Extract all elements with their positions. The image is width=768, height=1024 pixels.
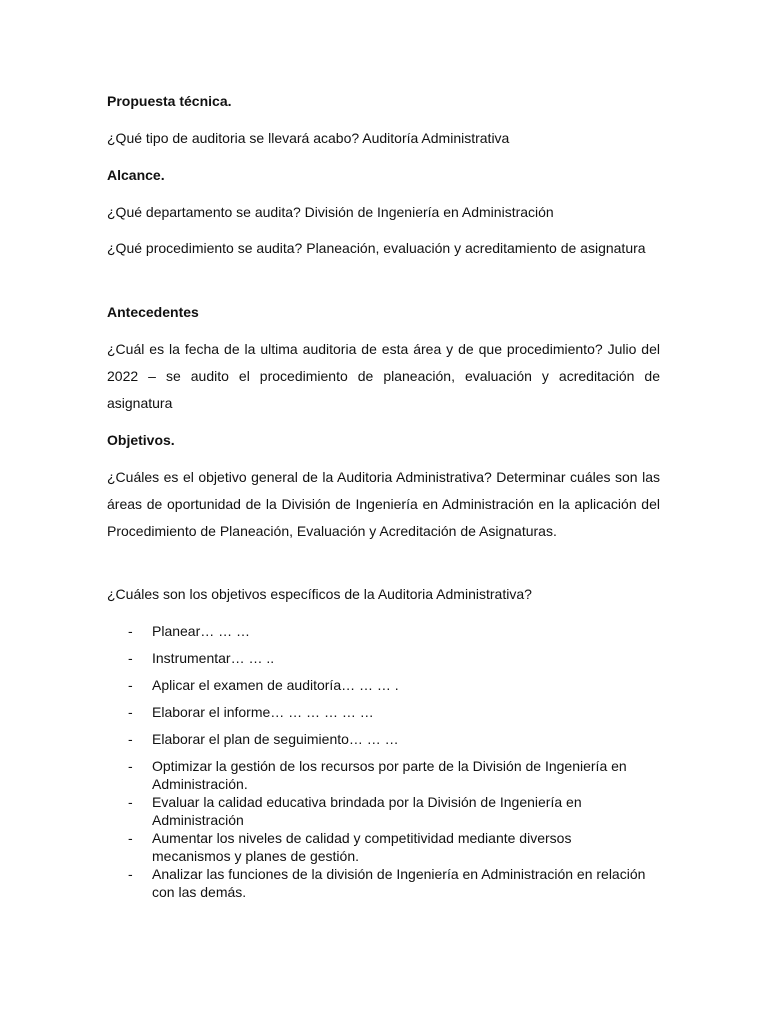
paragraph-objetivo-general: ¿Cuáles es el objetivo general de la Auditoria Administrativa? Determinar cuáles son las áreas de oportunidad de la División de Ingeniería en Administración en la aplicación del Procedimiento de Planeación, Evaluación y Acreditación de Asignaturas.: [107, 469, 660, 539]
list-item-text: Aplicar el examen de auditoría… … … .: [152, 677, 399, 693]
list-item-text: Planear… … …: [152, 623, 251, 639]
bullet-dash: -: [128, 650, 133, 666]
list-item: [107, 622, 660, 640]
heading-objetivos: Objetivos.: [107, 432, 175, 448]
list-item-text: Instrumentar… … ..: [152, 650, 275, 666]
paragraph-objetivos-especificos: ¿Cuáles son los objetivos específicos de la Auditoria Administrativa?: [107, 586, 532, 602]
bullet-dash: -: [128, 677, 133, 693]
bullet-dash: -: [128, 704, 133, 720]
list-item: [107, 757, 660, 793]
paragraph-departamento: ¿Qué departamento se audita? División de Ingeniería en Administración: [107, 204, 554, 220]
bullet-dash: -: [128, 731, 133, 747]
bullet-dash: -: [128, 794, 133, 810]
list-item: [107, 793, 660, 829]
bullet-dash: -: [128, 866, 133, 882]
paragraph-tipo-auditoria: ¿Qué tipo de auditoria se llevará acabo? Auditoría Administrativa: [107, 130, 510, 146]
paragraph-procedimiento: ¿Qué procedimiento se audita? Planeación, evaluación y acreditamiento de asignatura: [107, 240, 646, 256]
list-item-text: Evaluar la calidad educativa brindada por la División de Ingeniería en Administración: [152, 794, 582, 828]
heading-alcance: Alcance.: [107, 167, 165, 183]
bullet-dash: -: [128, 830, 133, 846]
bullet-dash: -: [128, 623, 133, 639]
list-item: [107, 676, 660, 694]
list-item-text: Elaborar el informe… … … … … …: [152, 704, 374, 720]
paragraph-fecha-ultima-auditoria: ¿Cuál es la fecha de la ultima auditoria de esta área y de que procedimiento? Julio del 2022 – se audito el procedimiento de planeación, evaluación y acreditación de asignatura: [107, 341, 660, 411]
list-item: [107, 829, 660, 865]
bullet-dash: -: [128, 758, 133, 774]
list-item-text: Elaborar el plan de seguimiento… … …: [152, 731, 399, 747]
list-item-text: Optimizar la gestión de los recursos por parte de la División de Ingeniería en Administración.: [152, 758, 627, 792]
heading-antecedentes: Antecedentes: [107, 304, 199, 320]
list-item-text: Aumentar los niveles de calidad y competitividad mediante diversos mecanismos y planes de gestión.: [152, 830, 572, 864]
list-item-text: Analizar las funciones de la división de Ingeniería en Administración en relación con las demás.: [152, 866, 646, 900]
list-item: [107, 703, 660, 721]
list-item: [107, 649, 660, 667]
list-item: [107, 865, 660, 901]
list-item: [107, 730, 660, 748]
heading-propuesta-tecnica: Propuesta técnica.: [107, 93, 232, 109]
